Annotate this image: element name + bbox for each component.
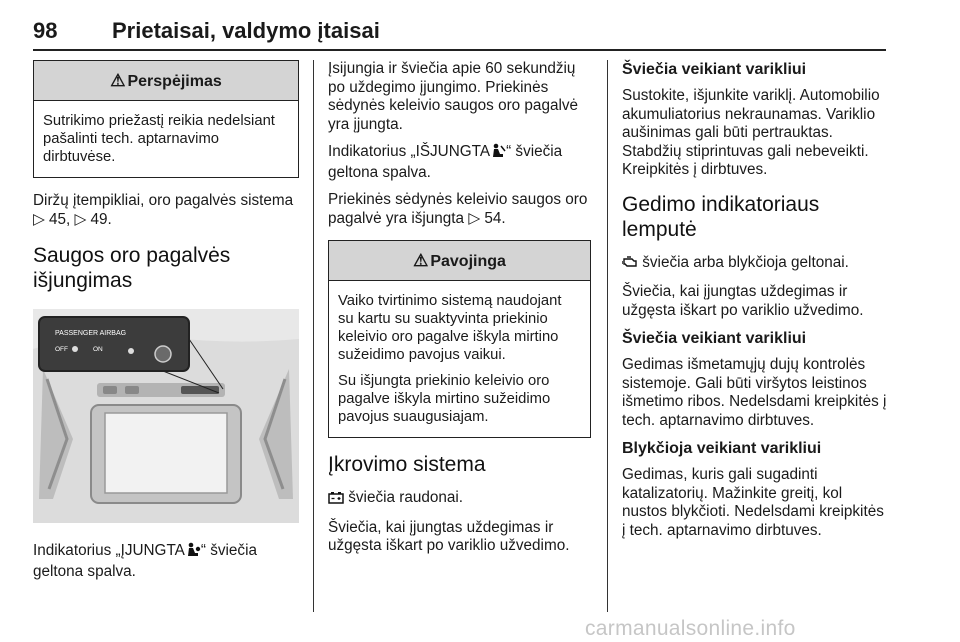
airbag-on-icon bbox=[185, 542, 201, 563]
warning-text: Sutrikimo priežastį reikia nedelsiant pašalinti tech. aptarnavimo dirbtuvėse. bbox=[43, 113, 275, 165]
engine-running-text: Sustokite, išjunkite variklį. Automobilio akumuliatorius nekraunamas. Variklio aušinimas gali būti pertrauktas. Stabdžių stiprintuvas gali nebeveikti. Kreipkitės į dirbtuves. bbox=[622, 87, 880, 178]
indicator-off-paragraph: Indikatorius „IŠJUNGTA “ šviečia geltona spalva. bbox=[328, 143, 563, 181]
column-divider bbox=[607, 60, 608, 612]
mil-indicator-paragraph: šviečia arba blykčioja geltonai. bbox=[622, 254, 887, 275]
watermark: carmanualsonline.info bbox=[585, 617, 796, 640]
airbag-on-duration-text: Įsijungia ir šviečia apie 60 sekundžių po uždegimo įjungimo. Priekinės sėdynės keleivio saugos oro pagalvė yra įjungta. bbox=[328, 60, 579, 133]
figure-on-label: ON bbox=[93, 346, 103, 353]
battery-icon bbox=[328, 491, 344, 510]
section-heading-mil: Gedimo indikatoriaus lemputė bbox=[622, 192, 820, 241]
belt-paragraph: Diržų įtempikliai, oro pagalvės sistema ▷ 45, ▷ 49. bbox=[33, 192, 294, 228]
page-ref-icon: ▷ bbox=[74, 210, 87, 228]
engine-check-icon bbox=[622, 256, 638, 275]
mil-text: Šviečia, kai įjungtas uždegimas ir užgęsta iškart po variklio užvedimo. bbox=[622, 283, 864, 319]
warning-triangle-icon: ⚠ bbox=[110, 71, 126, 90]
indicator-on-paragraph: Indikatorius „ĮJUNGTA “ šviečia geltona spalva. bbox=[33, 542, 257, 580]
danger-box bbox=[328, 240, 591, 438]
page-title: Prietaisai, valdymo įtaisai bbox=[112, 18, 380, 43]
section-heading-charging: Įkrovimo sistema bbox=[328, 453, 486, 476]
subheading-engine-running: Šviečia veikiant varikliui bbox=[622, 61, 807, 78]
page-ref-icon: ▷ bbox=[33, 210, 45, 228]
subheading-engine-running-2: Šviečia veikiant varikliui bbox=[622, 330, 807, 347]
airbag-off-paragraph: Priekinės sėdynės keleivio saugos oro pagalvė yra išjungta ▷ 54. bbox=[328, 191, 588, 227]
dashboard-figure bbox=[33, 309, 299, 523]
figure-off-label: OFF bbox=[55, 346, 68, 353]
danger-title: ⚠ Pavojinga bbox=[329, 241, 590, 281]
column-2 bbox=[328, 60, 591, 565]
airbag-off-icon bbox=[490, 143, 506, 164]
danger-text-1: Vaiko tvirtinimo sistemą naudojant su kartu su suaktyvinta priekinio keleivio oro pagalve iškyla mirtino sužeidimo pavojus vaikui. bbox=[338, 293, 562, 363]
catalyst-text: Gedimas, kuris gali sugadinti katalizatorių. Mažinkite greitį, kol nustos blykčioti. Nedelsdami kreipkitės į tech. aptarnavimo dirbtuves. bbox=[622, 466, 884, 539]
warning-title: ⚠ Perspėjimas bbox=[34, 61, 298, 101]
emission-text: Gedimas išmetamųjų dujų kontrolės sistemoje. Gali būti viršytos leistinos išmetimo ribos. Nedelsdami kreipkitės į tech. aptarnavimo dirbtuves. bbox=[622, 356, 887, 429]
page-number: 98 bbox=[33, 18, 58, 43]
header-rule bbox=[33, 49, 886, 51]
subheading-flashing: Blykčioja veikiant varikliui bbox=[622, 440, 822, 457]
column-1 bbox=[33, 60, 299, 590]
page-ref-icon: ▷ bbox=[468, 209, 481, 227]
figure-label: PASSENGER AIRBAG bbox=[55, 330, 127, 337]
warning-box bbox=[33, 60, 299, 178]
section-heading-airbag: Saugos oro pagalvės išjungimas bbox=[33, 244, 231, 292]
charging-text: Šviečia, kai įjungtas uždegimas ir užgęsta iškart po variklio užvedimo. bbox=[328, 518, 570, 554]
charging-indicator-paragraph: šviečia raudonai. bbox=[328, 489, 591, 510]
column-divider bbox=[313, 60, 314, 612]
danger-text-2: Su išjungta priekinio keleivio oro pagalve iškyla mirtino sužeidimo pavojus suaugusiajam. bbox=[338, 373, 551, 425]
column-3 bbox=[622, 60, 887, 549]
warning-triangle-icon: ⚠ bbox=[413, 251, 429, 270]
